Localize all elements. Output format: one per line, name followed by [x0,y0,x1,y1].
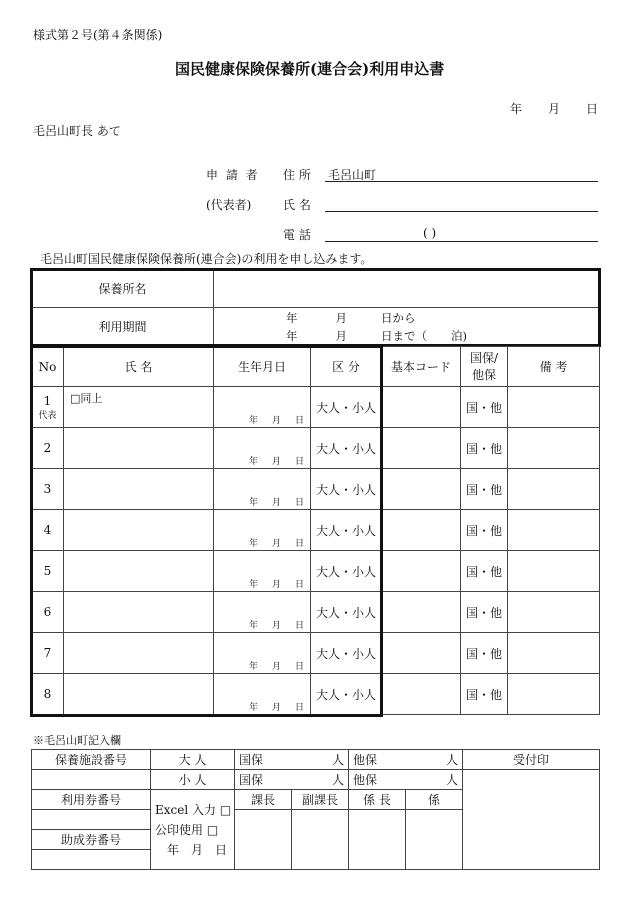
col-no: No [32,347,64,387]
facility-field[interactable] [214,270,600,308]
receipt-stamp-area [463,770,600,870]
row-no: 8 [32,674,64,715]
row-class[interactable]: 大人・小人 [311,469,382,510]
row-birth-field[interactable] [214,633,311,674]
row-class[interactable]: 大人・小人 [311,428,382,469]
row-notes-field[interactable] [508,551,600,592]
member-row [32,674,600,715]
row-code-field[interactable] [382,674,461,715]
row-insurance[interactable]: 国・他 [461,633,508,674]
statement: 毛呂山町国民健康保険保養所(連合会)の利用を申し込みます。 [40,252,373,266]
excel-checkbox[interactable]: Excel 入力 □ [155,802,232,817]
adult-taho[interactable]: 他保 人 [349,750,463,770]
member-row [32,510,600,551]
row-insurance[interactable]: 国・他 [461,469,508,510]
seal-checkbox[interactable]: 公印使用 □ [155,822,219,837]
row-class[interactable]: 大人・小人 [311,551,382,592]
birth-ymd: 年 月 日 [248,416,304,426]
row-birth-field[interactable] [214,551,311,592]
office-table [31,749,600,870]
address-field[interactable]: 毛呂山町 [328,168,377,182]
same-as-above-checkbox[interactable]: □同上 [70,392,103,405]
row-birth-field[interactable] [214,387,311,428]
office-date: 年 月 日 [167,842,228,857]
row-insurance[interactable]: 国・他 [461,387,508,428]
section-head-label: 係 長 [349,790,406,810]
vice-label: 副課長 [292,790,349,810]
col-insurance: 国保/ 他保 [461,347,508,387]
members-header-row [32,347,600,387]
page-title: 国民健康保険保養所(連合会)利用申込書 [175,60,445,78]
birth-ymd: 年 月 日 [248,580,304,590]
vice-seal[interactable] [292,810,349,870]
phone-paren: ( ) [423,226,437,240]
row-notes-field[interactable] [508,674,600,715]
name-label: 氏 名 [283,198,311,212]
member-row [32,387,600,428]
row-name-field[interactable] [64,674,214,715]
facility-no-field[interactable] [32,770,151,790]
row-class[interactable]: 大人・小人 [311,674,382,715]
row-code-field[interactable] [382,633,461,674]
birth-ymd: 年 月 日 [248,703,304,713]
row-code-field[interactable] [382,469,461,510]
adult-label: 大 人 [151,750,235,770]
row-insurance[interactable]: 国・他 [461,592,508,633]
row-name-field[interactable] [64,387,214,428]
row-no: 3 [32,469,64,510]
row-name-field[interactable] [64,633,214,674]
adult-kokuho[interactable]: 国保 人 [235,750,349,770]
child-label: 小 人 [151,770,235,790]
row-no: 2 [32,428,64,469]
facility-label: 保養所名 [32,270,214,308]
row-class[interactable]: 大人・小人 [311,633,382,674]
staff-label: 係 [406,790,463,810]
row-no: 4 [32,510,64,551]
receipt-label: 受付印 [463,750,600,770]
row-no: 5 [32,551,64,592]
chief-label: 課長 [235,790,292,810]
phone-field[interactable] [325,241,598,242]
row-notes-field[interactable] [508,387,600,428]
member-row [32,469,600,510]
row-code-field[interactable] [382,428,461,469]
birth-ymd: 年 月 日 [248,457,304,467]
col-code: 基本コード [382,347,461,387]
col-notes: 備 考 [508,347,600,387]
child-taho[interactable]: 他保 人 [349,770,463,790]
row-class[interactable]: 大人・小人 [311,387,382,428]
member-row [32,551,600,592]
row-code-field[interactable] [382,510,461,551]
facility-table [31,269,600,346]
row-no: 1 代表 [32,387,64,428]
member-row [32,633,600,674]
row-class[interactable]: 大人・小人 [311,592,382,633]
row-birth-field[interactable] [214,428,311,469]
address-underline [325,181,598,182]
row-notes-field[interactable] [508,510,600,551]
row-no: 6 [32,592,64,633]
office-check-cell [151,790,235,870]
row-name-field[interactable] [64,469,214,510]
address-label: 住 所 [283,168,311,182]
row-notes-field[interactable] [508,633,600,674]
facility-no-label: 保養施設番号 [32,750,151,770]
ticket-no-field[interactable] [32,810,151,830]
row-class[interactable]: 大人・小人 [311,510,382,551]
period-label: 利用期間 [32,308,214,346]
row-code-field[interactable] [382,387,461,428]
row-code-field[interactable] [382,592,461,633]
col-name: 氏 名 [64,347,214,387]
row-name-field[interactable] [64,428,214,469]
member-row [32,428,600,469]
addressee: 毛呂山町長 あて [33,124,121,138]
row-notes-field[interactable] [508,592,600,633]
row-no: 7 [32,633,64,674]
form-number: 様式第２号(第４条関係) [33,28,163,42]
members-table [31,346,600,715]
birth-ymd: 年 月 日 [248,498,304,508]
row-birth-field[interactable] [214,592,311,633]
row-insurance[interactable]: 国・他 [461,510,508,551]
row-birth-field[interactable] [214,510,311,551]
office-heading: ※毛呂山町記入欄 [33,734,121,747]
birth-ymd: 年 月 日 [248,662,304,672]
row-name-field[interactable] [64,510,214,551]
staff-seal[interactable] [406,810,463,870]
name-field[interactable] [325,211,598,212]
row-name-field[interactable] [64,592,214,633]
phone-label: 電 話 [283,228,311,242]
row-insurance[interactable]: 国・他 [461,674,508,715]
ticket-no-label: 利用券番号 [32,790,151,810]
period-field[interactable]: 年 月 日から 年 月 日まで（ 泊) [214,308,600,346]
rep-label: (代表者) [206,198,252,212]
child-kokuho[interactable]: 国保 人 [235,770,349,790]
section-head-seal[interactable] [349,810,406,870]
row-notes-field[interactable] [508,428,600,469]
row-insurance[interactable]: 国・他 [461,551,508,592]
col-class: 区 分 [311,347,382,387]
applicant-label: 申 請 者 [206,168,260,182]
aid-no-label: 助成券番号 [32,830,151,850]
aid-no-field[interactable] [32,850,151,870]
row-insurance[interactable]: 国・他 [461,428,508,469]
row-birth-field[interactable] [214,469,311,510]
birth-ymd: 年 月 日 [248,539,304,549]
date-header: 年 月 日 [510,102,599,116]
col-birth: 生年月日 [214,347,311,387]
row-code-field[interactable] [382,551,461,592]
chief-seal[interactable] [235,810,292,870]
row-birth-field[interactable] [214,674,311,715]
birth-ymd: 年 月 日 [248,621,304,631]
member-row [32,592,600,633]
row-notes-field[interactable] [508,469,600,510]
row-name-field[interactable] [64,551,214,592]
